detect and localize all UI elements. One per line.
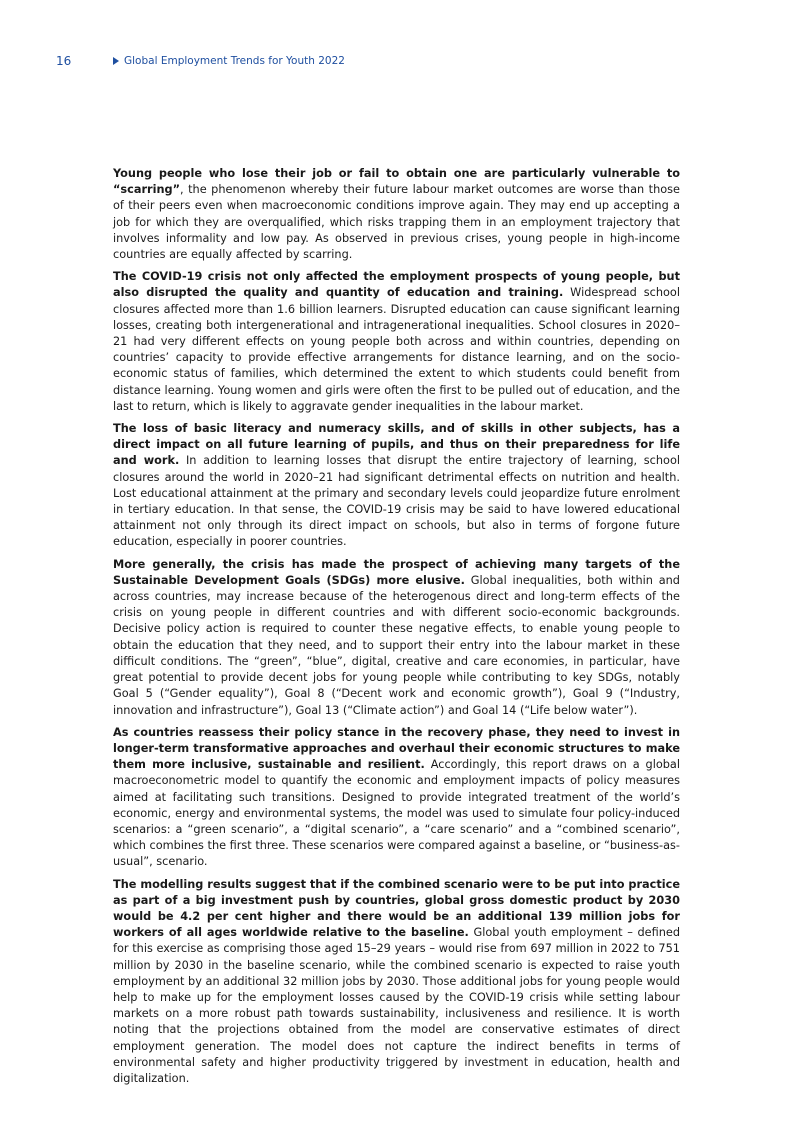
- paragraph-body: Global inequalities, both within and across countries, may increase because of the heterogenous direct and long-term effects of the crisis on young people in different countries and with different socio-economic backgrounds. Decisive policy action is required to counter these negative effects, to enable young people to obtain the education that they need, and to support their entry into the labour market in these difficult conditions. The “green”, “blue”, digital, creative and care economies, in particular, have great potential to provide decent jobs for young people while contributing to key SDGs, notably Goal 5 (“Gender equality”), Goal 8 (“Decent work and economic growth”), Goal 9 (“Industry, innovation and infrastructure”), Goal 13 (“Climate action”) and Goal 14 (“Life below water”).: [113, 573, 680, 717]
- paragraph-modelling-results: [113, 877, 680, 1088]
- running-header: [113, 55, 345, 67]
- running-header-title: Global Employment Trends for Youth 2022: [124, 55, 345, 67]
- triangle-bullet-icon: [113, 57, 119, 65]
- paragraph-body: Widespread school closures affected more than 1.6 billion learners. Disrupted education can cause significant learning losses, creating both intergenerational and intragenerational inequalities. School closures in 2020–21 had very different effects on young people both across and within countries, depending on countries’ capacity to provide effective arrangements for distance learning, and on the socio-economic status of families, which determined the extent to which students could benefit from distance learning. Young women and girls were often the first to be pulled out of education, and the last to return, which is likely to aggravate gender inequalities in the labour market.: [113, 286, 680, 413]
- paragraph-lead: The COVID-19 crisis not only affected the employment prospects of young people, but also disrupted the quality and quantity of education and training.: [113, 270, 680, 300]
- paragraph-body: , the phenomenon whereby their future labour market outcomes are worse than those of their peers even when macroeconomic conditions improve again. They may end up accepting a job for which they are overqualified, which risks trapping them in an employment trajectory that involves informality and low pay. As observed in previous crises, young people in high-income countries are equally affected by scarring.: [113, 183, 680, 262]
- paragraph-body: In addition to learning losses that disrupt the entire trajectory of learning, school closures around the world in 2020–21 had significant detrimental effects on nutrition and health. Lost educational attainment at the primary and secondary levels could jeopardize future enrolment in tertiary education. In that sense, the COVID-19 crisis may be said to have lowered educational attainment not only through its direct impact on schools, but also in terms of forgone future education, especially in poorer countries.: [113, 454, 680, 549]
- paragraph-lead: The modelling results suggest that if the combined scenario were to be put into practice as part of a big investment push by countries, global gross domestic product by 2030 would be 4.2 per cent higher and there would be an additional 139 million jobs for workers of all ages worldwide relative to the baseline.: [113, 877, 680, 940]
- page-number: 16: [56, 54, 72, 68]
- paragraph-lead: The loss of basic literacy and numeracy skills, and of skills in other subjects, has a direct impact on all future learning of pupils, and thus on their preparedness for life and work.: [113, 422, 680, 468]
- paragraph-education-disruption: [113, 269, 680, 415]
- paragraph-recovery-policy: [113, 725, 680, 871]
- paragraph-body: Accordingly, this report draws on a global macroeconometric model to quantify the economic and employment impacts of policy measures aimed at facilitating such transitions. Designed to provide integrated treatment of the world’s economic, energy and environmental systems, the model was used to simulate four policy-induced scenarios: a “green scenario”, a “digital scenario”, a “care scenario” and a “combined scenario”, which combines the first three. These scenarios were compared against a baseline, or “business-as-usual”, scenario.: [113, 758, 681, 869]
- paragraph-lead: More generally, the crisis has made the prospect of achieving many targets of the Sustainable Development Goals (SDGs) more elusive.: [113, 557, 680, 587]
- paragraph-skills-loss: [113, 421, 680, 551]
- paragraph-lead: Young people who lose their job or fail to obtain one are particularly vulnerable to “scarring”: [113, 167, 680, 197]
- paragraph-body: Global youth employment – defined for this exercise as comprising those aged 15–29 years – would rise from 697 million in 2022 to 751 million by 2030 in the baseline scenario, while the combined scenario is expected to raise youth employment by an additional 32 million jobs by 2030. Those additional jobs for young people would help to make up for the employment losses caused by the COVID-19 crisis while setting labour markets on a more robust path towards sustainability, inclusiveness and resilience. It is worth noting that the projections obtained from the model are conservative estimates of direct employment generation. The model does not capture the indirect benefits in terms of environmental safety and higher productivity triggered by investment in education, health and digitalization.: [113, 926, 680, 1085]
- body-text: [113, 166, 680, 1093]
- paragraph-lead: As countries reassess their policy stance in the recovery phase, they need to invest in longer-term transformative approaches and overhaul their economic structures to make them more inclusive, sustainable and resilient.: [113, 725, 680, 772]
- paragraph-sdgs: [113, 557, 680, 719]
- paragraph-scarring: [113, 166, 680, 263]
